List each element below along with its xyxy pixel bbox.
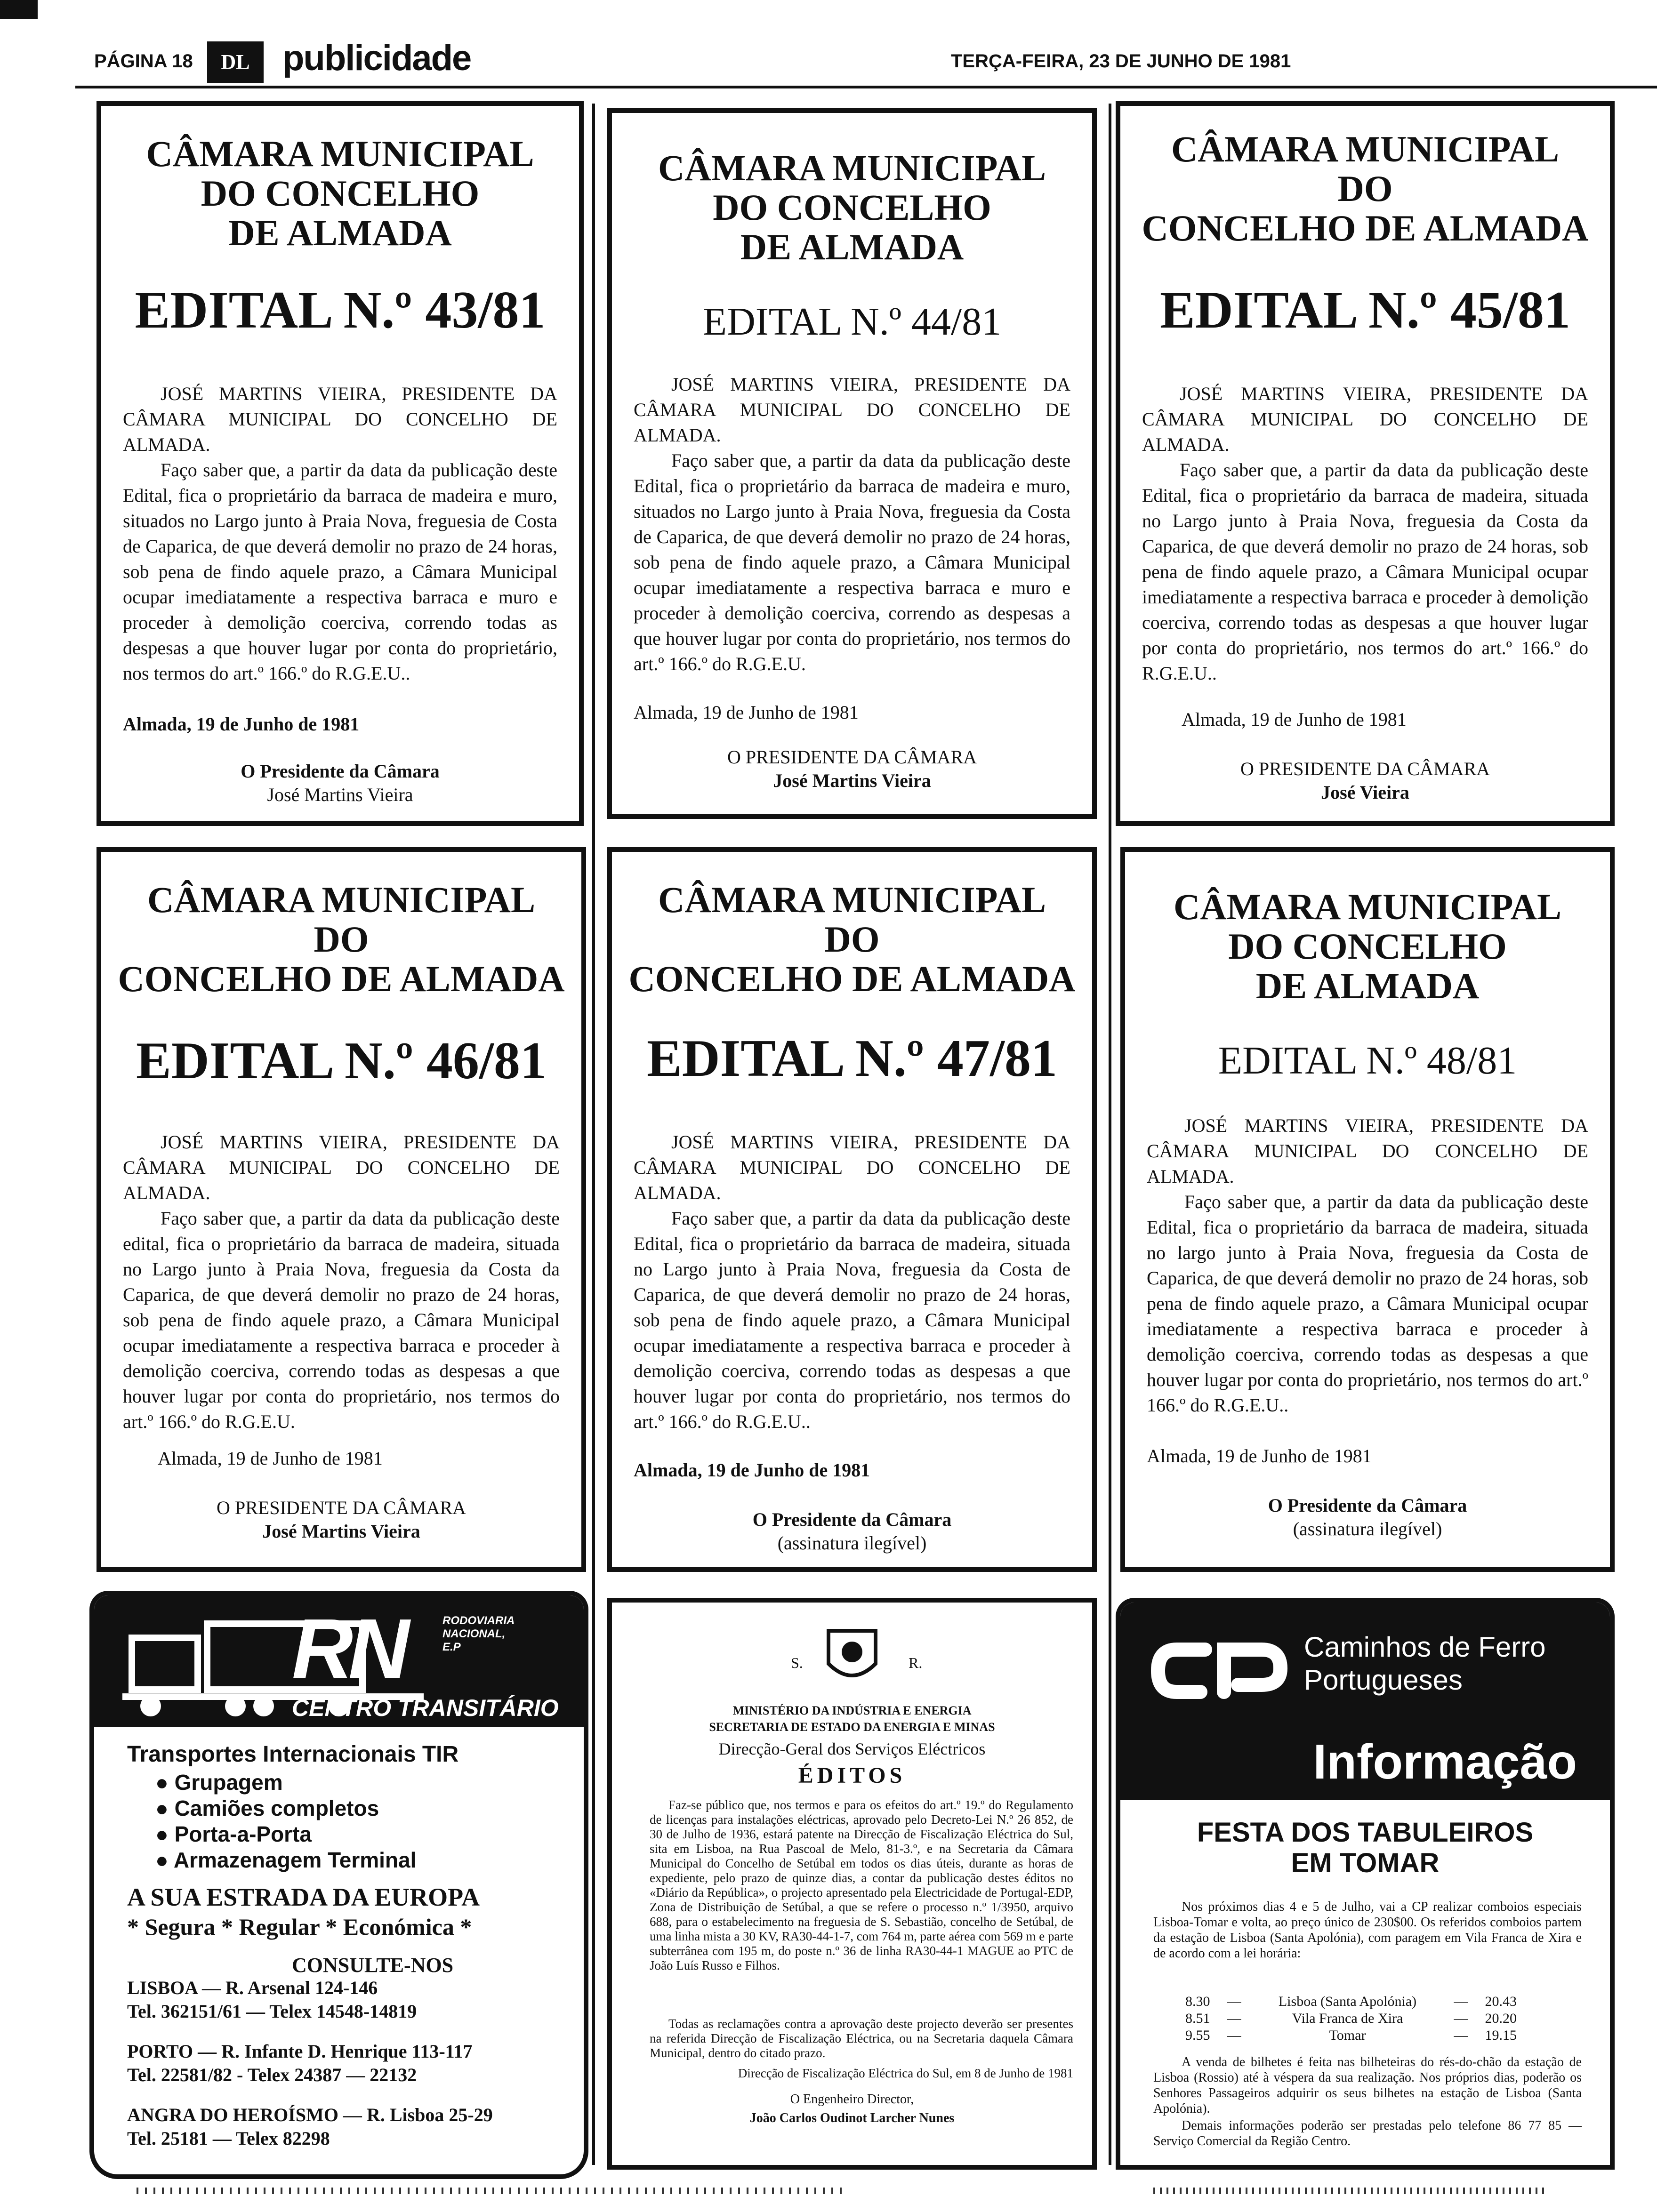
notice-body: Faço saber que, a partir da data da publicação deste Edital, fica o proprietário da barraca de madeira, situada no Largo junto à Praia Nova, freguesia da Costa da Caparica, de que deverá demolir no prazo de 24 horas, sob pena de findo aquele prazo, a Câmara Municipal ocupar imediatamente a respectiva barraca e proceder à demolição coerciva, correndo todas as despesas a que houver lugar por conta do proprietário, nos termos do art.º 166.º do R.G.E.U.. bbox=[1142, 459, 1588, 684]
signature-title: O Presidente da Câmara bbox=[241, 761, 440, 782]
editos-place: Direcção de Fiscalização Eléctrica do Sul, em 8 de Junho de 1981 bbox=[738, 2066, 1073, 2080]
cp-logo-icon bbox=[1149, 1635, 1290, 1706]
cp-body-2: A venda de bilhetes é feita nas bilheteiras do rés-do-chão da estação de Lisboa (Rossio) até à véspera da sua realização. Nos próprios dias, poderão os Senhores Passageiros adquirir os seus bilhetes na estação de Lisboa (Santa Apolónia). bbox=[1153, 2055, 1582, 2116]
seal-left: S. bbox=[791, 1654, 803, 1671]
notice-title-line: DO bbox=[314, 919, 369, 960]
notice-title-line: CÂMARA MUNICIPAL bbox=[146, 133, 534, 174]
cp-advertisement bbox=[1116, 1598, 1615, 2170]
column-separator bbox=[592, 104, 595, 2165]
schedule-row: 8.51 — Vila Franca de Xira — 20.20 bbox=[1185, 2011, 1517, 2026]
signature-name: José Martins Vieira bbox=[262, 1521, 420, 1542]
coat-of-arms-icon bbox=[819, 1621, 885, 1692]
editos-body-2: Todas as reclamações contra a aprovação deste projecto deverão ser presentes na referida Direcção de Fiscalização Eléctrica, ou na Secretaria daquela Câmara Municipal, dentro do citado prazo. bbox=[650, 2017, 1073, 2060]
cp-brand-line: Portugueses bbox=[1304, 1664, 1463, 1696]
train-schedule bbox=[1177, 1993, 1525, 2044]
section-title: publicidade bbox=[282, 38, 471, 78]
notice-intro: JOSÉ MARTINS VIEIRA, PRESIDENTE DA CÂMARA MUNICIPAL DO CONCELHO DE ALMADA. bbox=[634, 1131, 1070, 1203]
edital-notice bbox=[1116, 101, 1615, 826]
signature-title: O Presidente da Câmara bbox=[1268, 1495, 1467, 1516]
notice-body: Faço saber que, a partir da data da publicação deste edital, fica o proprietário da barraca de madeira, situada no Largo junto à Praia Nova, freguesia da Costa da Caparica, de que deverá demolir no prazo de 24 horas, sob pena de findo aquele prazo, a Câmara Municipal ocupar imediatamente a respectiva barraca e proceder à demolição coerciva, correndo todas as despesas a que houver lugar por conta do proprietário, nos termos do art.º 166.º do R.G.E.U. bbox=[123, 1208, 560, 1432]
edital-notice bbox=[1120, 847, 1615, 1572]
notice-title-line: CÂMARA MUNICIPAL bbox=[1174, 886, 1561, 927]
notice-title-line: CONCELHO DE ALMADA bbox=[1142, 208, 1589, 248]
ministry-name: MINISTÉRIO DA INDÚSTRIA E ENERGIA bbox=[732, 1704, 972, 1717]
signature-name: (assinatura ilegível) bbox=[1293, 1518, 1442, 1539]
office-phone: Tel. 25181 — Telex 82298 bbox=[127, 2128, 330, 2149]
notice-body: Faço saber que, a partir da data da publicação deste Edital, fica o proprietário da barraca de madeira e muro, situados no Largo junto à Praia Nova, freguesia de Costa de Caparica, de que deverá demolir no prazo de 24 horas, sob pena de findo aquele prazo, a Câmara Municipal ocupar imediatamente a respectiva barraca e muro e proceder à demolição coerciva, correndo todas as despesas a que houver lugar por conta do proprietário, nos termos do art.º 166.º do R.G.E.U.. bbox=[123, 459, 557, 684]
service-item: ● Porta-a-Porta bbox=[155, 1822, 312, 1846]
notice-title-line: DO CONCELHO bbox=[201, 173, 480, 214]
newspaper-logo: DL bbox=[207, 41, 264, 83]
signature-name: (assinatura ilegível) bbox=[777, 1532, 927, 1554]
cp-brand-line: Caminhos de Ferro bbox=[1304, 1631, 1546, 1663]
office-address: PORTO — R. Infante D. Henrique 113-117 bbox=[127, 2041, 473, 2062]
event-title: FESTA DOS TABULEIROS bbox=[1197, 1817, 1534, 1848]
rn-logo: RN bbox=[292, 1602, 405, 1696]
notice-date: Almada, 19 de Junho de 1981 bbox=[1182, 709, 1407, 730]
notice-intro: JOSÉ MARTINS VIEIRA, PRESIDENTE DA CÂMARA MUNICIPAL DO CONCELHO DE ALMADA. bbox=[123, 383, 557, 455]
service-item: ● Grupagem bbox=[155, 1770, 283, 1795]
notice-title-line: DE ALMADA bbox=[1255, 965, 1480, 1006]
notice-number: EDITAL N.º 45/81 bbox=[1160, 281, 1570, 339]
editos-notice bbox=[607, 1598, 1097, 2170]
notice-number: EDITAL N.º 46/81 bbox=[136, 1032, 547, 1090]
notice-title-line: CÂMARA MUNICIPAL bbox=[1171, 128, 1559, 169]
editos-body: Faz-se público que, nos termos e para os efeitos do art.º 19.º do Regulamento de licenças para instalações eléctricas, aprovado pelo Decreto-Lei N.º 26 852, de 30 de Julho de 1936, estará patente na Direcção de Fiscalização Eléctrica do Sul, sita em Lisboa, na Rua Pascoal de Melo, 81-3.º, e na Secretaria da Câmara Municipal do Concelho de Setúbal em todos os dias úteis, durante as horas de expediente, pelo prazo de quinze dias, a contar da publicação destes éditos no «Diário da República», o projecto apresentado pela Electricidade de Portugal-EDP, Zona de Distribuição de Setúbal, a que se refere o processo n.º 1/3950, arquivo 688, para o estabelecimento na freguesia de S. Sebastião, concelho de Setúbal, de uma linha mista a 30 KV, RA30-44-1-7, com 764 m, parte aérea com 569 m e parte subterrânea com 195 m, do poste n.º 36 de linha RA30-44-1 MAGUE ao PTC de João Luís Russo e Filhos. bbox=[650, 1798, 1074, 1972]
service-item: ● Camiões completos bbox=[155, 1796, 379, 1820]
corner-mark bbox=[0, 0, 38, 19]
schedule-row: 9.55 — Tomar — 19.15 bbox=[1185, 2028, 1517, 2043]
notice-date: Almada, 19 de Junho de 1981 bbox=[158, 1448, 383, 1469]
edital-notice bbox=[97, 847, 586, 1572]
notice-title-line: CONCELHO DE ALMADA bbox=[628, 958, 1076, 999]
notice-title-line: CÂMARA MUNICIPAL bbox=[658, 879, 1046, 920]
signature-title: O PRESIDENTE DA CÂMARA bbox=[216, 1497, 467, 1518]
rn-company: RODOVIARIA NACIONAL, E.P bbox=[442, 1614, 515, 1653]
notice-date: Almada, 19 de Junho de 1981 bbox=[123, 713, 360, 735]
notice-intro: JOSÉ MARTINS VIEIRA, PRESIDENTE DA CÂMARA MUNICIPAL DO CONCELHO DE ALMADA. bbox=[1142, 383, 1588, 455]
edital-notice bbox=[607, 847, 1097, 1572]
page-number: PÁGINA 18 bbox=[94, 51, 193, 72]
signature-name: José Martins Vieira bbox=[773, 770, 931, 791]
notice-title-line: DO bbox=[1337, 168, 1393, 209]
rn-banner bbox=[94, 1595, 584, 1727]
footer-dots bbox=[137, 2184, 1549, 2198]
notice-title-line: DE ALMADA bbox=[740, 226, 964, 267]
notice-number: EDITAL N.º 47/81 bbox=[647, 1029, 1057, 1088]
office-address: LISBOA — R. Arsenal 124-146 bbox=[127, 1977, 378, 1998]
service-item: ● Armazenagem Terminal bbox=[155, 1848, 417, 1872]
notice-intro: JOSÉ MARTINS VIEIRA, PRESIDENTE DA CÂMARA MUNICIPAL DO CONCELHO DE ALMADA. bbox=[1147, 1115, 1588, 1187]
notice-title-line: DO CONCELHO bbox=[713, 187, 991, 228]
notice-title-line: DO CONCELHO bbox=[1228, 926, 1507, 967]
notice-number: EDITAL N.º 44/81 bbox=[702, 300, 1002, 344]
header-rule bbox=[75, 86, 1657, 88]
cp-body-3: Demais informações poderão ser prestadas pelo telefone 86 77 85 — Serviço Comercial da Região Centro. bbox=[1153, 2118, 1582, 2148]
notice-title-line: DE ALMADA bbox=[228, 212, 452, 253]
notice-date: Almada, 19 de Junho de 1981 bbox=[634, 1459, 870, 1481]
signature-title: O PRESIDENTE DA CÂMARA bbox=[1240, 758, 1490, 779]
rn-centro: CENTRO TRANSITÁRIO bbox=[292, 1695, 559, 1721]
consult-label: CONSULTE-NOS bbox=[292, 1954, 454, 1977]
signature-title: O PRESIDENTE DA CÂMARA bbox=[727, 746, 977, 768]
office-address: ANGRA DO HEROÍSMO — R. Lisboa 25-29 bbox=[127, 2104, 493, 2125]
editos-signature-name: João Carlos Oudinot Larcher Nunes bbox=[749, 2111, 955, 2125]
cp-info-title: Informação bbox=[1313, 1735, 1577, 1789]
signature-name: José Vieira bbox=[1321, 782, 1409, 803]
notice-body: Faço saber que, a partir da data da publicação deste Edital, fica o proprietário da barraca de madeira e muro, situados no Largo junto à Praia Nova, freguesia da Costa de Caparica, de que deverá demolir no prazo de 24 horas, sob pena de findo aquele prazo, a Câmara Municipal ocupar imediatamente a respectiva barraca e muro e proceder à demolição coerciva, correndo as despesas a que houver lugar por conta do proprietário, nos termos do art.º 166.º do R.G.E.U. bbox=[634, 450, 1070, 674]
office-phone: Tel. 362151/61 — Telex 14548-14819 bbox=[127, 2001, 417, 2022]
cp-body: Nos próximos dias 4 e 5 de Julho, vai a CP realizar comboios especiais Lisboa-Tomar e volta, ao preço único de 230$00. Os referidos comboios partem da estação de Lisboa (Santa Apolónia), com paragem em Vila Franca de Xira e de acordo com a lei horária: bbox=[1153, 1899, 1582, 1961]
editos-signature-title: O Engenheiro Director, bbox=[790, 2092, 914, 2107]
editos-title: ÉDITOS bbox=[798, 1763, 906, 1788]
notice-body: Faço saber que, a partir da data da publicação deste Edital, fica o proprietário da barraca de madeira, situada no Largo junto à Praia Nova, freguesia da Costa de Caparica, de que deverá demolir no prazo de 24 horas, sob pena de findo aquele prazo, a Câmara Municipal ocupar imediatamente a respectiva barraca e proceder à demolição coerciva, correndo todas as despesas a que houver lugar por conta do proprietário, nos termos do art.º 166.º do R.G.E.U.. bbox=[634, 1208, 1070, 1432]
rn-slogan-2: * Segura * Regular * Económica * bbox=[127, 1914, 472, 1940]
notice-intro: JOSÉ MARTINS VIEIRA, PRESIDENTE DA CÂMARA MUNICIPAL DO CONCELHO DE ALMADA. bbox=[634, 374, 1070, 446]
services-title: Transportes Internacionais TIR bbox=[127, 1742, 459, 1767]
notice-title-line: DO bbox=[824, 919, 880, 960]
notice-date: Almada, 19 de Junho de 1981 bbox=[634, 702, 859, 723]
signature-title: O Presidente da Câmara bbox=[752, 1509, 952, 1530]
notice-intro: JOSÉ MARTINS VIEIRA, PRESIDENTE DA CÂMARA MUNICIPAL DO CONCELHO DE ALMADA. bbox=[123, 1131, 560, 1203]
notice-date: Almada, 19 de Junho de 1981 bbox=[1147, 1445, 1372, 1467]
issue-date: TERÇA-FEIRA, 23 DE JUNHO DE 1981 bbox=[951, 51, 1291, 72]
cp-banner bbox=[1120, 1603, 1610, 1800]
column-separator bbox=[1109, 104, 1111, 2165]
notice-body: Faço saber que, a partir da data da publicação deste Edital, fica o proprietário da barraca de madeira, situada no largo junto à Praia Nova, freguesia da Costa de Caparica, de que deverá demolir no prazo de 24 horas, sob pena de findo aquele prazo, a Câmara Municipal ocupar imediatamente a respectiva barraca e proceder à demolição coerciva, correndo todas as despesas a que houver lugar por conta do proprietário, nos termos do art.º 166.º do R.G.E.U.. bbox=[1147, 1191, 1588, 1416]
notice-title-line: CONCELHO DE ALMADA bbox=[118, 958, 565, 999]
rn-advertisement bbox=[89, 1591, 588, 2179]
notice-title-line: CÂMARA MUNICIPAL bbox=[147, 879, 535, 920]
office-phone: Tel. 22581/82 - Telex 24387 — 22132 bbox=[127, 2064, 417, 2085]
notice-number: EDITAL N.º 48/81 bbox=[1218, 1039, 1517, 1082]
seal-right: R. bbox=[909, 1654, 923, 1671]
edital-notice bbox=[607, 108, 1097, 819]
event-title: EM TOMAR bbox=[1291, 1848, 1440, 1878]
secretariat-name: SECRETARIA DE ESTADO DA ENERGIA E MINAS bbox=[709, 1720, 995, 1734]
direction-name: Direcção-Geral dos Serviços Eléctricos bbox=[718, 1739, 986, 1758]
notice-title-line: CÂMARA MUNICIPAL bbox=[658, 147, 1046, 188]
page-header bbox=[75, 38, 1657, 85]
schedule-row: 8.30 — Lisboa (Santa Apolónia) — 20.43 bbox=[1185, 1994, 1517, 2009]
rn-slogan: A SUA ESTRADA DA EUROPA bbox=[127, 1883, 480, 1911]
notice-number: EDITAL N.º 43/81 bbox=[135, 281, 546, 339]
signature-name: José Martins Vieira bbox=[267, 784, 413, 805]
edital-notice bbox=[97, 101, 584, 826]
